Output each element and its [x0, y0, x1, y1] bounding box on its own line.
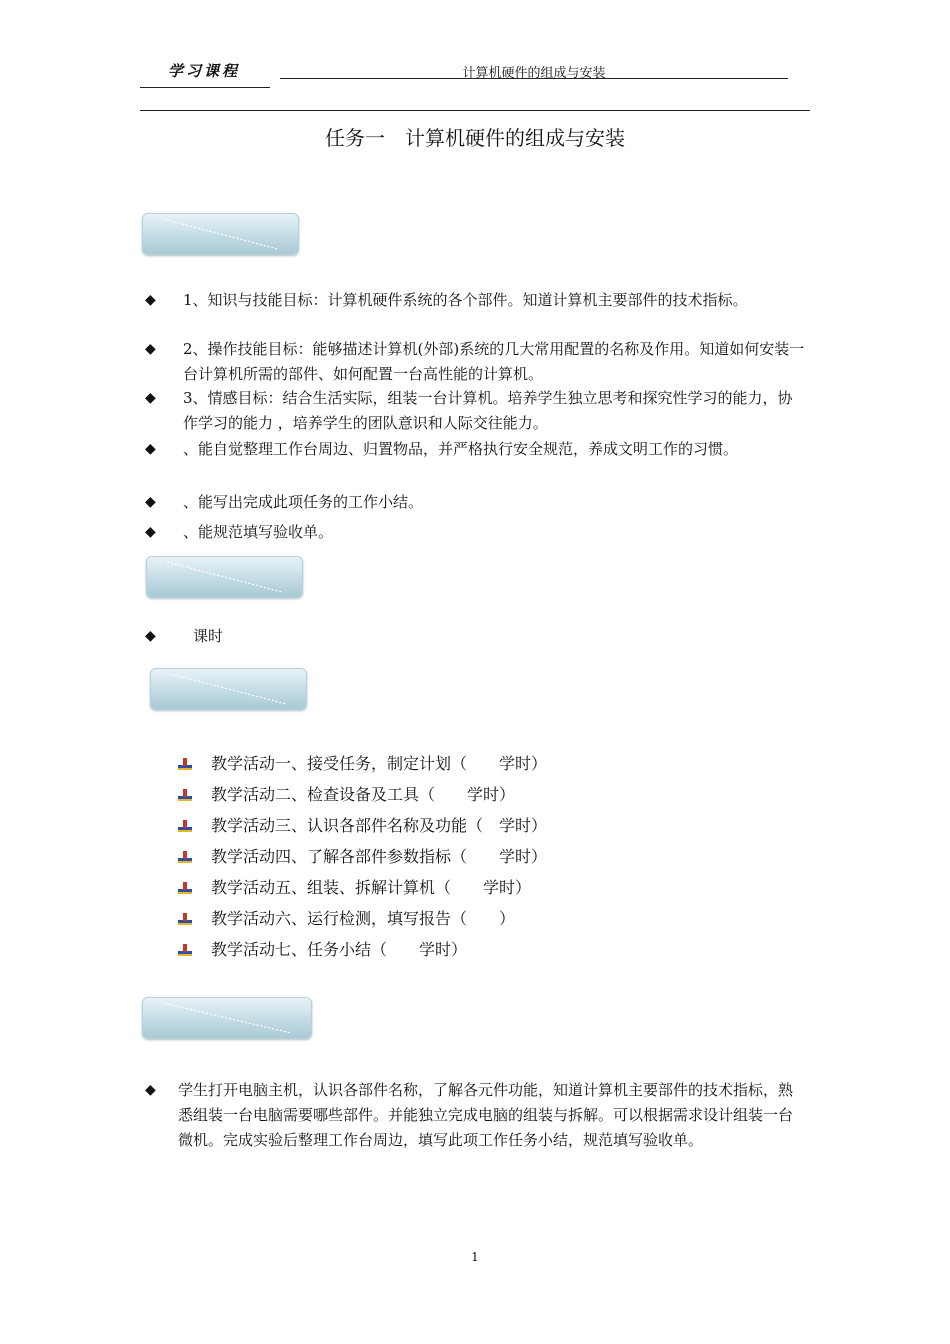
- activity-item: 教学活动三、认识各部件名称及功能（ 学时）: [177, 815, 677, 837]
- header-left-rule: [140, 87, 270, 88]
- section-header-goals: [142, 213, 299, 255]
- hours-item: ◆ 课时: [145, 624, 805, 649]
- goal-item: ◆ 2、操作技能目标：能够描述计算机(外部)系统的几大常用配置的名称及作用。知道如何安装一台计算机所需的部件、如何配置一台高性能的计算机。: [145, 337, 805, 387]
- activity-bullet-icon: [177, 849, 193, 865]
- course-label: 学习课程: [168, 62, 241, 80]
- diamond-bullet-icon: ◆: [145, 524, 156, 540]
- section-header-hours: [146, 556, 303, 598]
- section-header-decoration: [143, 998, 311, 1038]
- activity-item: 教学活动七、任务小结（ 学时）: [177, 939, 677, 961]
- goal-item: ◆ 1、知识与技能目标：计算机硬件系统的各个部件。知道计算机主要部件的技术指标。: [145, 288, 805, 338]
- activity-item: 教学活动四、了解各部件参数指标（ 学时）: [177, 846, 677, 868]
- diamond-bullet-icon: ◆: [145, 341, 156, 357]
- section-header-decoration: [151, 669, 306, 709]
- activity-bullet-icon: [177, 911, 193, 927]
- description-item: ◆ 学生打开电脑主机，认识各部件名称，了解各元件功能，知道计算机主要部件的技术指标，熟悉组装一台电脑需要哪些部件。并能独立完成电脑的组装与拆解。可以根据需求设计组装一台微机。完成实验后整理工作台周边，填写此项工作任务小结，规范填写验收单。: [145, 1078, 805, 1180]
- goal-item: ◆ 、能规范填写验收单。: [145, 520, 805, 545]
- activity-item: 教学活动六、运行检测，填写报告（ ）: [177, 908, 677, 930]
- activity-item: 教学活动一、接受任务，制定计划（ 学时）: [177, 753, 677, 775]
- page-number: 1: [471, 1250, 479, 1264]
- activity-bullet-icon: [177, 880, 193, 896]
- diamond-bullet-icon: ◆: [145, 292, 156, 308]
- activity-bullet-icon: [177, 787, 193, 803]
- diamond-bullet-icon: ◆: [145, 494, 156, 510]
- diamond-bullet-icon: ◆: [145, 1082, 156, 1098]
- diamond-bullet-icon: ◆: [145, 628, 156, 644]
- section-header-decoration: [147, 557, 302, 597]
- activity-bullet-icon: [177, 756, 193, 772]
- header-right-rule: [280, 78, 788, 79]
- section-header-description: [142, 997, 312, 1039]
- activity-item: 教学活动五、组装、拆解计算机（ 学时）: [177, 877, 677, 899]
- section-header-activities: [150, 668, 307, 710]
- page-title: 任务一 计算机硬件的组成与安装: [325, 126, 625, 150]
- activity-bullet-icon: [177, 942, 193, 958]
- header-full-rule: [140, 110, 810, 111]
- diamond-bullet-icon: ◆: [145, 441, 156, 457]
- goal-item: ◆ 3、情感目标：结合生活实际，组装一台计算机。培养学生独立思考和探究性学习的能力，协作学习的能力 ，培养学生的团队意识和人际交往能力。: [145, 386, 805, 436]
- goal-item: ◆ 、能自觉整理工作台周边、归置物品，并严格执行安全规范，养成文明工作的习惯。: [145, 437, 805, 487]
- section-header-decoration: [143, 214, 298, 254]
- activity-bullet-icon: [177, 818, 193, 834]
- diamond-bullet-icon: ◆: [145, 390, 156, 406]
- activity-item: 教学活动二、检查设备及工具（ 学时）: [177, 784, 677, 806]
- goal-item: ◆ 、能写出完成此项任务的工作小结。: [145, 490, 805, 515]
- running-title: 计算机硬件的组成与安装: [462, 66, 606, 81]
